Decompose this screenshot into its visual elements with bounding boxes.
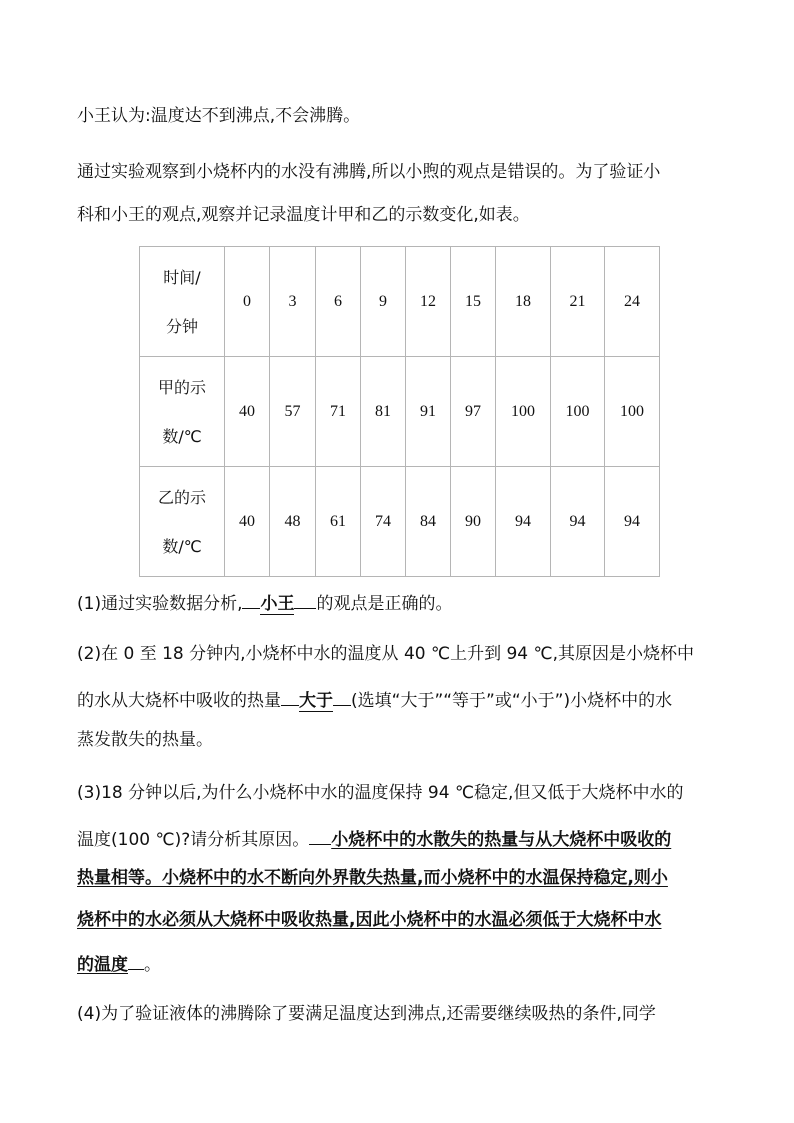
table-cell: 3 <box>270 247 316 357</box>
question-2-line-1: (2)在 0 至 18 分钟内,小烧杯中水的温度从 40 ℃上升到 94 ℃,其原因是小烧杯中 <box>77 644 695 664</box>
question-3-line-4 <box>77 908 661 932</box>
question-3-line-2: 温度(100 ℃)?请分析其原因。 小烧杯中的水散失的热量与从大烧杯中吸收的 <box>77 824 671 852</box>
table-cell: 84 <box>406 467 451 577</box>
answer-3-part-4: 的温度 <box>77 955 128 975</box>
question-1: (1)通过实验数据分析, 小王 的观点是正确的。 <box>77 588 452 616</box>
table-cell: 0 <box>225 247 270 357</box>
table-cell: 81 <box>361 357 406 467</box>
table-cell: 71 <box>316 357 361 467</box>
row-header-jia: 甲的示 数/℃ <box>140 357 225 467</box>
table-cell: 91 <box>406 357 451 467</box>
table-cell: 24 <box>605 247 660 357</box>
table-cell: 18 <box>496 247 551 357</box>
intro-line-2: 通过实验观察到小烧杯内的水没有沸腾,所以小煦的观点是错误的。为了验证小 <box>77 162 661 182</box>
table-row-jia <box>140 357 660 467</box>
intro-line-3: 科和小王的观点,观察并记录温度计甲和乙的示数变化,如表。 <box>77 205 530 225</box>
row-header-yi: 乙的示 数/℃ <box>140 467 225 577</box>
table-cell: 74 <box>361 467 406 577</box>
question-2-line-3: 蒸发散失的热量。 <box>77 730 213 750</box>
intro-line-1: 小王认为:温度达不到沸点,不会沸腾。 <box>77 106 361 126</box>
temperature-table <box>139 246 660 577</box>
question-3-line-3 <box>77 866 668 890</box>
answer-2: 大于 <box>299 691 333 711</box>
answer-3-part-3: 烧杯中的水必须从大烧杯中吸收热量,因此小烧杯中的水温必须低于大烧杯中水 <box>77 910 662 930</box>
table-cell: 15 <box>451 247 496 357</box>
table-cell: 6 <box>316 247 361 357</box>
table-cell: 94 <box>551 467 605 577</box>
answer-3-part-2: 热量相等。小烧杯中的水不断向外界散失热量,而小烧杯中的水温保持稳定,则小 <box>77 868 668 888</box>
answer-1: 小王 <box>260 594 295 614</box>
table-row-yi <box>140 467 660 577</box>
question-3-line-1: (3)18 分钟以后,为什么小烧杯中水的温度保持 94 ℃稳定,但又低于大烧杯中水的 <box>77 783 684 803</box>
table-cell: 9 <box>361 247 406 357</box>
table-cell: 90 <box>451 467 496 577</box>
table-cell: 48 <box>270 467 316 577</box>
table-cell: 94 <box>605 467 660 577</box>
row-header-time: 时间/ 分钟 <box>140 247 225 357</box>
table-cell: 12 <box>406 247 451 357</box>
table-cell: 40 <box>225 467 270 577</box>
table-cell: 57 <box>270 357 316 467</box>
table-cell: 100 <box>605 357 660 467</box>
question-4-line-1: (4)为了验证液体的沸腾除了要满足温度达到沸点,还需要继续吸热的条件,同学 <box>77 1004 656 1024</box>
question-3-line-5: 的温度 。 <box>77 949 161 977</box>
table-cell: 94 <box>496 467 551 577</box>
table-cell: 97 <box>451 357 496 467</box>
table-cell: 40 <box>225 357 270 467</box>
answer-3-part-1: 小烧杯中的水散失的热量与从大烧杯中吸收的 <box>331 830 672 850</box>
question-2-line-2: 的水从大烧杯中吸收的热量 大于 (选填“大于”“等于”或“小于”)小烧杯中的水 <box>77 685 672 713</box>
table-cell: 100 <box>551 357 605 467</box>
table-cell: 100 <box>496 357 551 467</box>
table-cell: 21 <box>551 247 605 357</box>
table-cell: 61 <box>316 467 361 577</box>
table-row-time <box>140 247 660 357</box>
